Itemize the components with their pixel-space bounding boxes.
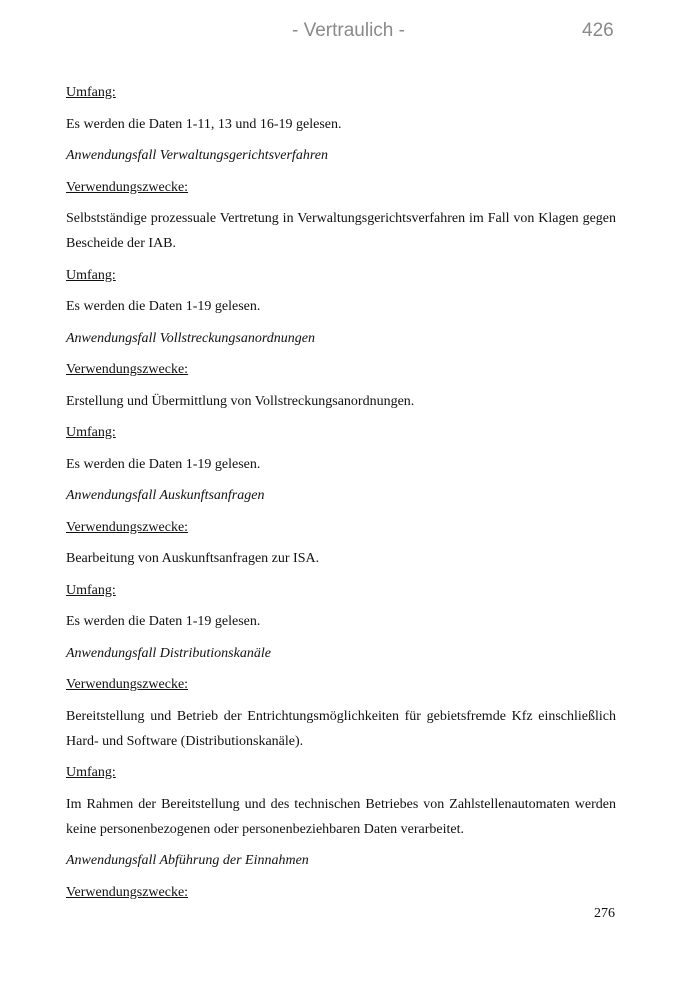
confidential-header: [0, 18, 700, 48]
document-number: 426: [582, 20, 614, 41]
section-label: Verwendungszwecke:: [66, 179, 189, 195]
section-label: Verwendungszwecke:: [66, 519, 189, 535]
body-paragraph: Bearbeitung von Auskunftsanfragen zur ISA.: [66, 551, 320, 566]
document-body: [66, 80, 616, 911]
page-number: 276: [594, 906, 615, 921]
use-case-heading: Anwendungsfall Distributionskanäle: [66, 645, 271, 661]
body-paragraph: Bereitstellung und Betrieb der Entrichtungsmöglichkeiten für gebietsfremde Kfz einschließlich Hard- und Software (Distributionskanäle).: [66, 708, 616, 749]
section-label: Umfang:: [66, 765, 116, 780]
section-label: Umfang:: [66, 582, 116, 598]
body-paragraph: Es werden die Daten 1-19 gelesen.: [66, 614, 261, 629]
body-paragraph: Es werden die Daten 1-19 gelesen.: [66, 456, 261, 472]
section-label: Umfang:: [66, 267, 116, 283]
use-case-heading: Anwendungsfall Auskunftsanfragen: [66, 488, 265, 503]
section-label: Umfang:: [66, 425, 116, 440]
body-paragraph: Selbstständige prozessuale Vertretung in Verwaltungsgerichtsverfahren im Fall von Klagen gegen Bescheide der IAB.: [66, 211, 616, 251]
use-case-heading: Anwendungsfall Verwaltungsgerichtsverfahren: [66, 148, 328, 163]
section-label: Verwendungszwecke:: [66, 677, 189, 692]
use-case-heading: Anwendungsfall Abführung der Einnahmen: [66, 853, 309, 868]
body-paragraph: Es werden die Daten 1-11, 13 und 16-19 gelesen.: [66, 116, 342, 132]
confidential-label: - Vertraulich -: [292, 20, 405, 41]
use-case-heading: Anwendungsfall Vollstreckungsanordnungen: [66, 330, 315, 346]
body-paragraph: Im Rahmen der Bereitstellung und des technischen Betriebes von Zahlstellenautomaten werden keine personenbezogenen oder personenbeziehbaren Daten verarbeitet.: [66, 796, 616, 837]
section-label: Umfang:: [66, 85, 116, 100]
section-label: Verwendungszwecke:: [66, 362, 189, 377]
body-paragraph: Erstellung und Übermittlung von Vollstreckungsanordnungen.: [66, 393, 415, 409]
body-paragraph: Es werden die Daten 1-19 gelesen.: [66, 299, 261, 314]
section-label: Verwendungszwecke:: [66, 884, 189, 900]
